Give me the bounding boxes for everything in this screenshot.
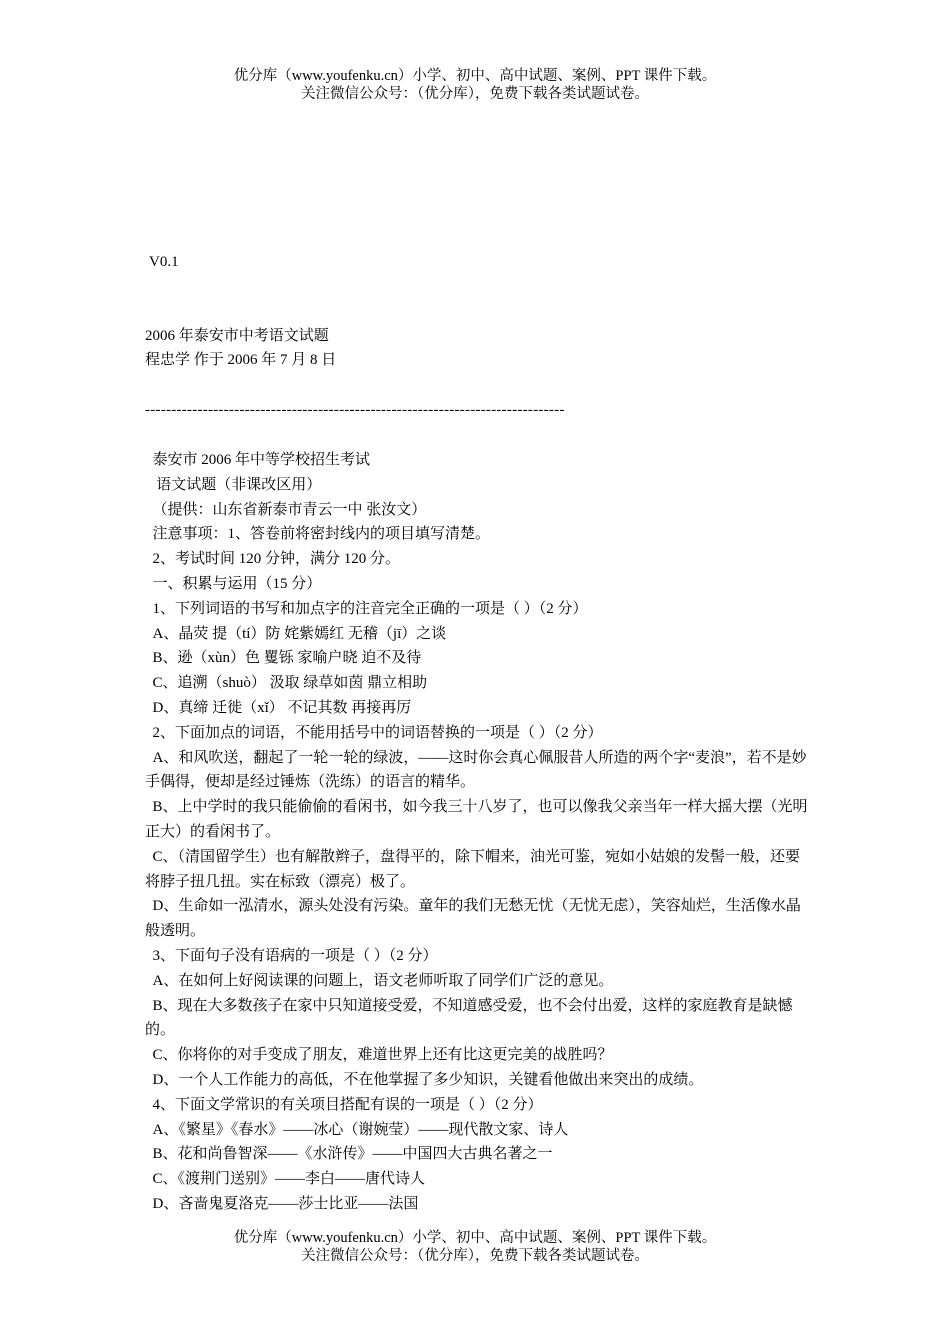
divider-line: --------------------------------------------------------------------------------	[145, 402, 565, 418]
version-label: V0.1	[149, 254, 179, 270]
exam-paragraph: A、晶荧 提（tí）防 姹紫嫣红 无稽（jī）之谈	[145, 625, 447, 642]
exam-paragraph: 3、下面句子没有语病的一项是（ ）（2 分）	[145, 947, 438, 964]
exam-paragraph: 语文试题（非课改区用）	[145, 476, 322, 493]
header-line-1: 优分库（www.youfenku.cn）小学、初中、高中试题、案例、PPT 课件下载。	[233, 68, 717, 84]
exam-paragraph: B、上中学时的我只能偷偷的看闲书，如今我三十八岁了，也可以像我父亲当年一样大摇大摆（光明正大）的看闲书了。	[145, 799, 808, 840]
exam-paragraph: D、生命如一泓清水，源头处没有污染。童年的我们无愁无忧（无忧无虑），笑容灿烂，生活像水晶般透明。	[145, 898, 801, 940]
exam-paragraph: 2、下面加点的词语，不能用括号中的词语替换的一项是（ ）（2 分）	[145, 724, 603, 741]
exam-paragraph: C、追溯（shuò） 汲取 绿草如茵 鼎立相助	[145, 675, 428, 692]
exam-paragraph: 注意事项：1、答卷前将密封线内的项目填写清楚。	[145, 526, 491, 543]
document-title: 2006 年泰安市中考语文试题	[145, 328, 329, 344]
exam-paragraph: 一、积累与运用（15 分）	[145, 575, 322, 592]
header-line-2: 关注微信公众号：（优分库），免费下载各类试题试卷。	[301, 86, 649, 102]
exam-paragraph: C、你将你的对手变成了朋友，难道世界上还有比这更完美的战胜吗？	[145, 1047, 613, 1064]
exam-paragraph: （提供：山东省新泰市青云一中 张汝文）	[145, 501, 427, 518]
document-title-block	[145, 324, 336, 372]
exam-paragraph: D、一个人工作能力的高低，不在他掌握了多少知识，关键看他做出来突出的成绩。	[145, 1071, 704, 1088]
exam-paragraph: A、和风吹送，翻起了一轮一轮的绿波，——这时你会真心佩服昔人所造的两个字“麦浪”，若不是妙手偶得，便却是经过锤炼（洗练）的语言的精华。	[145, 749, 807, 791]
exam-paragraph: D、真缔 迁徙（xǐ） 不记其数 再接再厉	[145, 699, 412, 716]
exam-paragraph: D、吝啬鬼夏洛克——莎士比亚——法国	[145, 1195, 419, 1212]
exam-paragraph: B、逊（xùn）色 矍铄 家喻户晓 迫不及待	[145, 650, 422, 667]
footer-line-2: 关注微信公众号：（优分库），免费下载各类试题试卷。	[301, 1248, 649, 1264]
exam-paragraph: A、在如何上好阅读课的问题上，语文老师听取了同学们广泛的意见。	[145, 972, 614, 989]
exam-paragraph: 4、下面文学常识的有关项目搭配有误的一项是（ ）（2 分）	[145, 1096, 543, 1113]
exam-paragraph: 1、下列词语的书写和加点字的注音完全正确的一项是（ ）（2 分）	[145, 600, 588, 617]
exam-paragraph: C、（清国留学生）也有解散辫子，盘得平的，除下帽来，油光可鉴，宛如小姑娘的发髻一般，还要将脖子扭几扭。实在标致（漂亮）极了。	[145, 848, 801, 890]
exam-paragraph: 泰安市 2006 年中等学校招生考试	[145, 452, 371, 468]
exam-paragraph: B、花和尚鲁智深——《水浒传》——中国四大古典名著之一	[145, 1146, 553, 1163]
exam-paragraph: A、《繁星》《春水》——冰心（谢婉莹）——现代散文家、诗人	[145, 1121, 569, 1138]
exam-paragraph: C、《渡荆门送别》——李白——唐代诗人	[145, 1171, 426, 1188]
page-header	[0, 67, 950, 103]
exam-paragraph: B、现在大多数孩子在家中只知道接受爱，不知道感受爱，也不会付出爱，这样的家庭教育是缺憾的。	[145, 997, 793, 1039]
exam-content	[145, 448, 810, 1217]
document-byline: 程忠学 作于 2006 年 7 月 8 日	[145, 352, 337, 368]
footer-line-1: 优分库（www.youfenku.cn）小学、初中、高中试题、案例、PPT 课件下载。	[233, 1230, 717, 1246]
exam-paragraph: 2、考试时间 120 分钟，满分 120 分。	[145, 551, 401, 568]
page-footer	[0, 1229, 950, 1265]
